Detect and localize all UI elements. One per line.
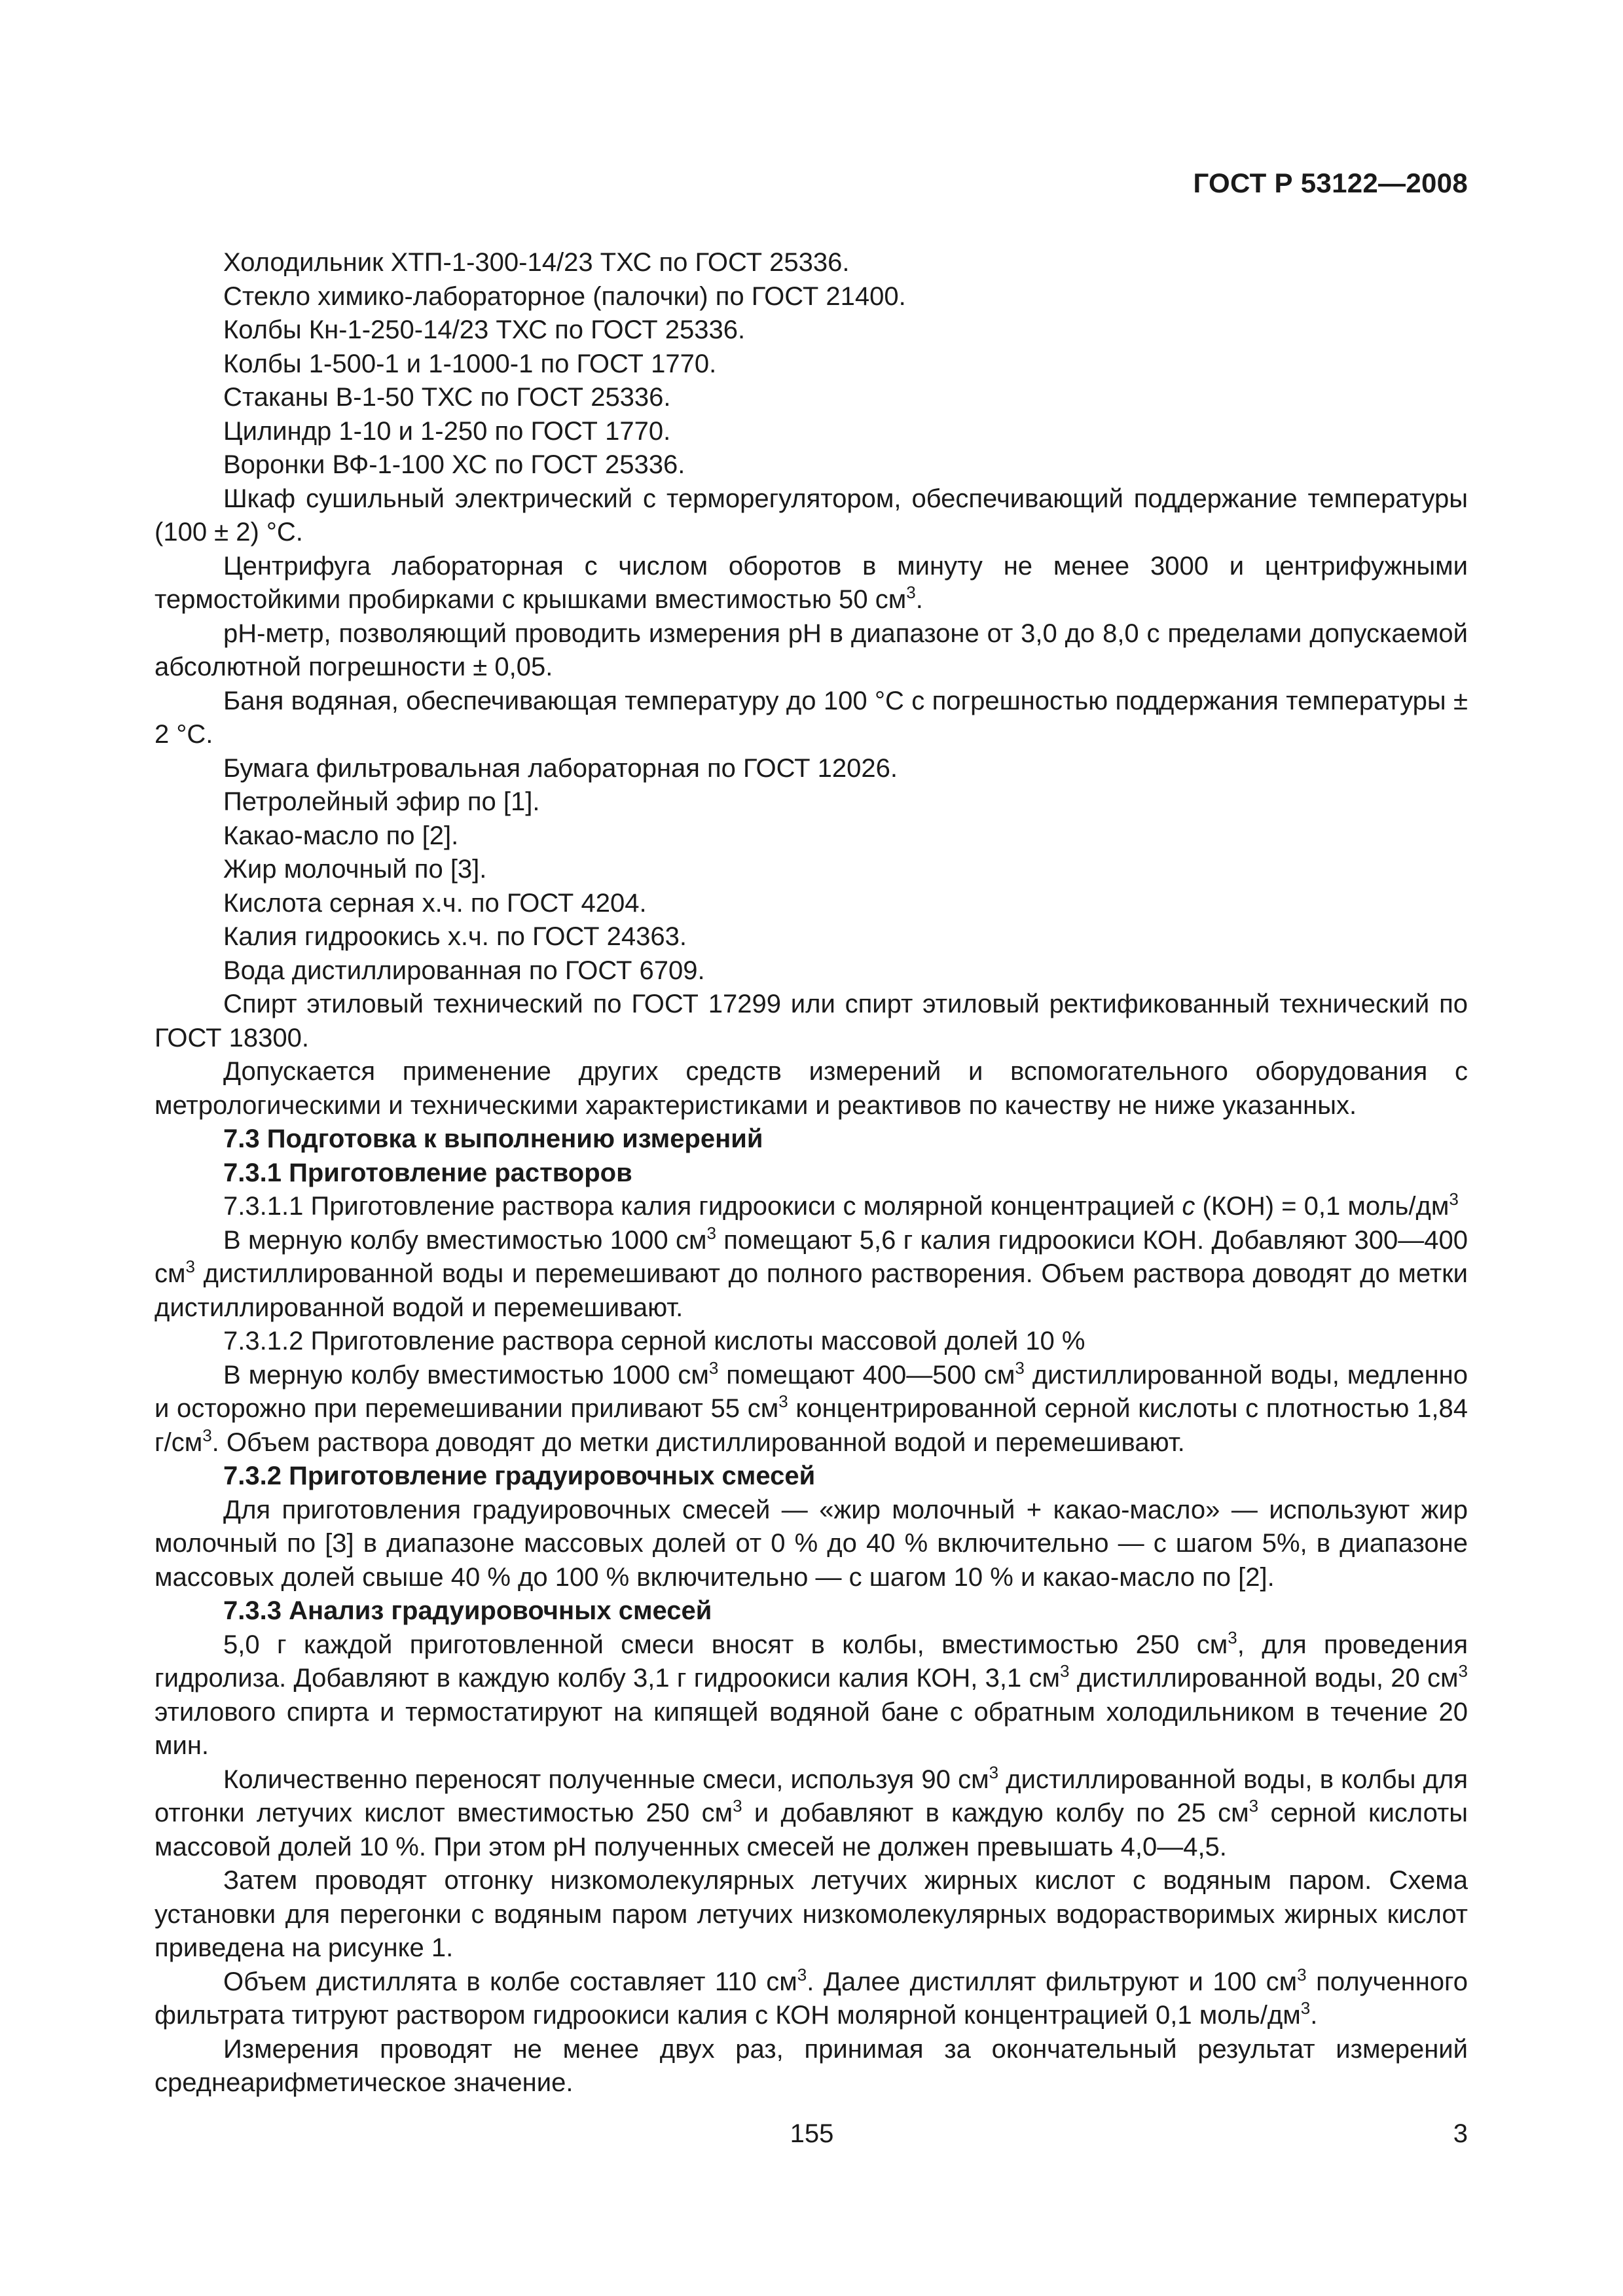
text-run: помещают 400—500 см — [718, 1360, 1015, 1390]
superscript: 3 — [1300, 1998, 1311, 2018]
text-run: В мерную колбу вместимостью 1000 см — [223, 1225, 707, 1255]
section-heading-7-3: 7.3 Подготовка к выполнению измерений — [223, 1124, 763, 1153]
superscript: 3 — [778, 1391, 788, 1411]
paragraph-acid-preparation — [155, 1359, 1468, 1460]
superscript: 3 — [1449, 1189, 1459, 1209]
paragraph-centrifuge — [155, 550, 1468, 617]
paragraph-repeat-measurements: Измерения проводят не менее двух раз, принимая за окончательный результат измерений среднеарифметическое значение. — [155, 2034, 1468, 2097]
paragraph-7-3-1-1 — [155, 1190, 1468, 1224]
superscript: 3 — [1249, 1796, 1259, 1816]
text-run: полученного фильтрата титруют раствором гидроокиси калия с КОН молярной концентрацией 0,1 моль/дм — [155, 1967, 1468, 2030]
text-run: дистиллированной воды, 20 см — [1069, 1664, 1459, 1693]
reagent-item: Какао-масло по [2]. — [223, 821, 459, 850]
italic-symbol: с — [1182, 1192, 1195, 1221]
text-run: , для проведения гидролиза. Добавляют в каждую колбу 3,1 г гидроокиси калия КОН, 3,1 см — [155, 1630, 1468, 1693]
equipment-item: Холодильник ХТП-1-300-14/23 ТХС по ГОСТ 25336. — [223, 248, 850, 277]
superscript: 3 — [1458, 1661, 1468, 1681]
text-run: 7.3.1.1 Приготовление раствора калия гидроокиси с молярной концентрацией — [223, 1192, 1182, 1221]
paragraph-ph-meter: рН-метр, позволяющий проводить измерения рН в диапазоне от 3,0 до 8,0 с пределами допускаемой абсолютной погрешности ± 0,05. — [155, 619, 1468, 681]
reagent-item: Бумага фильтровальная лабораторная по ГОСТ 12026. — [223, 753, 898, 783]
superscript: 3 — [797, 1964, 807, 1984]
text-run: серной кислоты массовой долей 10 %. При этом рН полученных смесей не должен превышать 4,0—4,5. — [155, 1799, 1468, 1861]
equipment-item: Стаканы В-1-50 ТХС по ГОСТ 25336. — [223, 383, 671, 412]
text-run: дистиллированной воды, в колбы для отгонки летучих кислот вместимостью 250 см — [155, 1765, 1468, 1827]
text-run: 5,0 г каждой приготовленной смеси вносят в колбы, вместимостью 250 см — [223, 1630, 1228, 1659]
reagent-item: Жир молочный по [3]. — [223, 855, 487, 884]
paragraph-transfer — [155, 1763, 1468, 1865]
equipment-item: Стекло химико-лабораторное (палочки) по ГОСТ 21400. — [223, 281, 906, 311]
paragraph-hydrolysis — [155, 1628, 1468, 1763]
text-run: дистиллированной воды, медленно и осторожно при перемешивании приливают 55 см — [155, 1360, 1468, 1423]
paragraph-calibration-mixtures: Для приготовления градуировочных смесей — «жир молочный + какао-масло» — используют жир молочный по [3] в диапазоне массовых долей от 0 % до 40 % включительно — с шагом 5%, в диапазоне массовых долей свыше 40 % до 100 % включительно — с шагом 10 % и какао-масло по [2]. — [155, 1495, 1468, 1592]
superscript: 3 — [1060, 1661, 1070, 1681]
text-run: помещают 5,6 г калия гидроокиси КОН. Добавляют 300—400 см — [155, 1225, 1468, 1288]
superscript: 3 — [1228, 1627, 1237, 1647]
equipment-item: Колбы Кн-1-250-14/23 ТХС по ГОСТ 25336. — [223, 315, 746, 344]
text-run: . Далее дистиллят фильтруют и 100 см — [807, 1967, 1298, 1996]
paragraph-water-bath: Баня водяная, обеспечивающая температуру до 100 °С с погрешностью поддержания температуры ± 2 °С. — [155, 686, 1468, 749]
reagent-item: Петролейный эфир по [1]. — [223, 787, 540, 816]
superscript: 3 — [1015, 1357, 1025, 1378]
reagent-item: Кислота серная х.ч. по ГОСТ 4204. — [223, 888, 647, 918]
text-run: В мерную колбу вместимостью 1000 см — [223, 1360, 709, 1390]
section-heading-7-3-3: 7.3.3 Анализ градуировочных смесей — [223, 1596, 712, 1625]
paragraph-7-3-1-2: 7.3.1.2 Приготовление раствора серной кислоты массовой долей 10 % — [223, 1327, 1085, 1355]
section-heading-7-3-1: 7.3.1 Приготовление растворов — [223, 1158, 632, 1187]
paragraph-alcohol: Спирт этиловый технический по ГОСТ 17299 или спирт этиловый ректификованный технический по ГОСТ 18300. — [155, 990, 1468, 1052]
text-run: и добавляют в каждую колбу по 25 см — [742, 1799, 1249, 1827]
superscript: 3 — [1297, 1964, 1307, 1984]
superscript: 3 — [202, 1425, 212, 1445]
text-run: Объем дистиллята в колбе составляет 110 см — [223, 1967, 797, 1996]
paragraph-allowed-substitutes: Допускается применение других средств измерений и вспомогательного оборудования с метрологическими и техническими характеристиками и реактивов по качеству не ниже указанных. — [155, 1057, 1468, 1120]
text-run: . — [915, 585, 923, 614]
paragraph-distillate-volume — [155, 1965, 1468, 2033]
superscript: 3 — [989, 1762, 999, 1782]
text-run: Центрифуга лабораторная с числом оборотов в минуту не менее 3000 и центрифужными термостойкими пробирками с крышками вместимостью 50 см — [155, 551, 1468, 614]
text-run: этилового спирта и термостатируют на кипящей водяной бане с обратным холодильником в течение 20 мин. — [155, 1697, 1468, 1760]
reagent-item: Калия гидроокись х.ч. по ГОСТ 24363. — [223, 922, 687, 951]
text-run: концентрированной серной кислоты с плотностью 1,84 г/см — [155, 1394, 1468, 1457]
text-run: Количественно переносят полученные смеси, используя 90 см — [223, 1765, 989, 1794]
reagent-item: Вода дистиллированная по ГОСТ 6709. — [223, 956, 705, 985]
paragraph-oven: Шкаф сушильный электрический с терморегулятором, обеспечивающий поддержание температуры (100 ± 2) °С. — [155, 484, 1468, 547]
page-number-center: 155 — [790, 2119, 834, 2148]
page-number-right: 3 — [1453, 2119, 1468, 2148]
equipment-item: Цилиндр 1-10 и 1-250 по ГОСТ 1770. — [223, 416, 671, 446]
superscript: 3 — [706, 1223, 716, 1243]
text-run: . — [1310, 2001, 1318, 2030]
text-run: дистиллированной воды и перемешивают до полного растворения. Объем раствора доводят до метки дистиллированной водой и перемешивают. — [155, 1259, 1468, 1322]
document-code-header: ГОСТ Р 53122—2008 — [1193, 168, 1468, 198]
paragraph-koh-preparation — [155, 1224, 1468, 1325]
superscript: 3 — [708, 1357, 719, 1378]
section-heading-7-3-2: 7.3.2 Приготовление градуировочных смесей — [223, 1462, 816, 1490]
document-body — [155, 246, 1468, 2100]
paragraph-steam-distillation: Затем проводят отгонку низкомолекулярных летучих жирных кислот с водяным паром. Схема установки для перегонки с водяным паром летучих низкомолекулярных водорастворимых жирных кислот приведена на рисунке 1. — [155, 1866, 1468, 1962]
text-run: . Объем раствора доводят до метки дистиллированной водой и перемешивают. — [211, 1427, 1185, 1457]
text-run: (КОН) = 0,1 моль/дм — [1195, 1192, 1450, 1221]
equipment-item: Колбы 1-500-1 и 1-1000-1 по ГОСТ 1770. — [223, 349, 717, 378]
superscript: 3 — [185, 1257, 195, 1276]
equipment-item: Воронки ВФ-1-100 ХС по ГОСТ 25336. — [223, 450, 685, 479]
superscript: 3 — [733, 1796, 742, 1816]
superscript: 3 — [906, 583, 916, 602]
